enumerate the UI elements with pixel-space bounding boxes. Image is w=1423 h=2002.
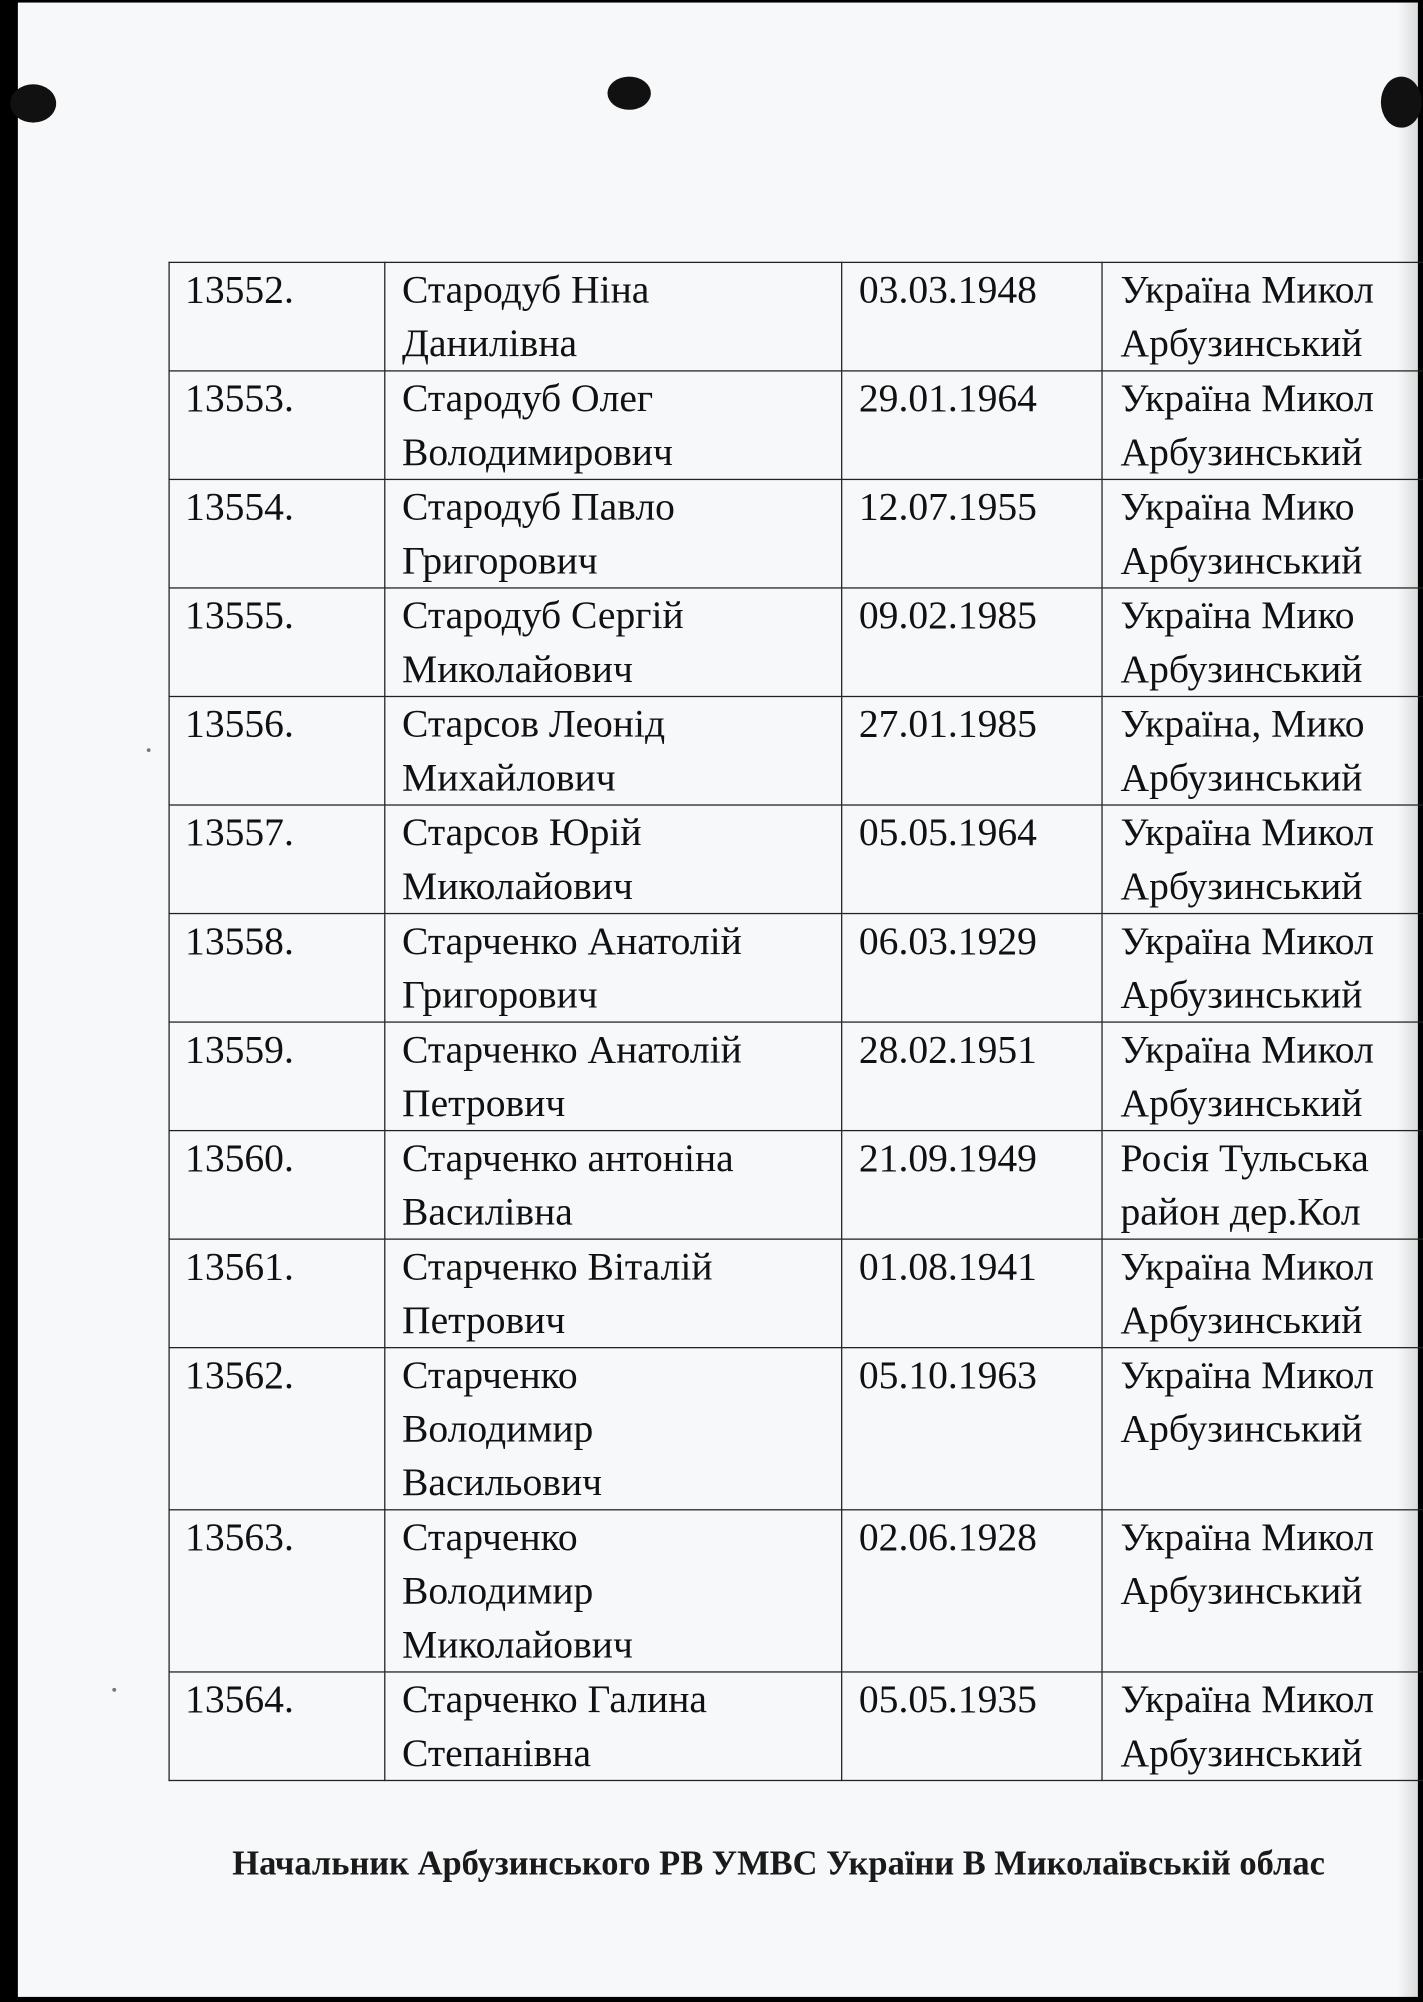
signature-line: Начальник Арбузинського РВ УМВС України В Миколаївській облас — [232, 1843, 1325, 1882]
birth-place-cell — [1102, 696, 1423, 805]
full-name-cell — [385, 805, 842, 914]
birth-place-cell — [1102, 1022, 1423, 1131]
record-number: 13564. — [185, 1676, 294, 1722]
record-number: 13556. — [185, 700, 294, 746]
table-row — [169, 479, 1423, 588]
full-name-cell — [385, 696, 842, 805]
record-number-cell — [169, 371, 385, 480]
table-row — [169, 1239, 1423, 1348]
birth-date: 05.05.1964 — [858, 809, 1037, 855]
record-number: 13557. — [185, 809, 294, 855]
record-number: 13562. — [185, 1352, 294, 1397]
full-name-cell — [385, 1348, 842, 1510]
full-name-line: Старченко — [402, 1352, 578, 1397]
birth-date: 21.09.1949 — [858, 1135, 1037, 1180]
full-name-line: Миколайович — [402, 646, 633, 691]
record-number-cell — [169, 1672, 385, 1781]
full-name-cell — [385, 371, 842, 480]
birth-place-cell — [1102, 1510, 1423, 1672]
birth-date-cell — [842, 1348, 1102, 1510]
record-number-cell — [169, 479, 385, 588]
record-number: 13554. — [185, 483, 294, 529]
birth-date: 27.01.1985 — [858, 700, 1037, 746]
birth-place-cell — [1102, 914, 1423, 1023]
full-name-line: Стародуб Павло — [402, 483, 675, 529]
full-name-line: Данилівна — [402, 320, 578, 366]
birth-place-line: Україна Микол — [1120, 1676, 1374, 1722]
full-name-cell — [385, 1672, 842, 1781]
birth-date-cell — [842, 371, 1102, 480]
record-number-cell — [169, 262, 385, 371]
paper-speck — [112, 1688, 116, 1692]
full-name-cell — [385, 479, 842, 588]
full-name-line: Миколайович — [402, 863, 633, 908]
birth-place-line: Арбузинський — [1120, 537, 1363, 583]
full-name-line: Старченко Анатолій — [402, 918, 742, 963]
full-name-cell — [385, 914, 842, 1023]
table-row — [169, 1672, 1423, 1781]
record-number: 13561. — [185, 1243, 294, 1289]
birth-place-line: Арбузинський — [1120, 646, 1363, 691]
birth-date: 05.05.1935 — [858, 1676, 1037, 1722]
records-table — [168, 262, 1423, 1781]
birth-date-cell — [842, 1239, 1102, 1348]
birth-date: 02.06.1928 — [858, 1514, 1037, 1559]
birth-place-line: Арбузинський — [1120, 1405, 1363, 1451]
birth-place-line: Україна Микол — [1120, 918, 1374, 963]
record-number-cell — [169, 1348, 385, 1510]
full-name-cell — [385, 1239, 842, 1348]
record-number: 13560. — [185, 1135, 294, 1180]
birth-date: 29.01.1964 — [858, 375, 1037, 421]
birth-place-line: Україна Микол — [1120, 1352, 1374, 1397]
birth-place-line: Арбузинський — [1120, 971, 1363, 1017]
record-number-cell — [169, 805, 385, 914]
full-name-line: Васильович — [402, 1459, 603, 1505]
record-number-cell — [169, 588, 385, 697]
birth-date-cell — [842, 479, 1102, 588]
full-name-line: Старсов Леонід — [402, 700, 666, 746]
birth-date: 06.03.1929 — [858, 918, 1037, 963]
punch-hole-right — [1381, 77, 1422, 128]
full-name-line: Василівна — [402, 1188, 573, 1234]
birth-date: 01.08.1941 — [858, 1243, 1037, 1289]
table-row — [169, 588, 1423, 697]
birth-place-cell — [1102, 479, 1423, 588]
record-number: 13555. — [185, 592, 294, 638]
full-name-line: Старченко — [402, 1514, 578, 1559]
full-name-line: Старченко Віталій — [402, 1243, 713, 1289]
birth-place-line: Арбузинський — [1120, 1080, 1363, 1125]
table-row — [169, 914, 1423, 1023]
full-name-line: Степанівна — [402, 1730, 592, 1775]
birth-place-line: Україна, Мико — [1120, 700, 1365, 746]
birth-date-cell — [842, 1022, 1102, 1131]
birth-place-line: Арбузинський — [1120, 429, 1363, 474]
birth-place-cell — [1102, 1131, 1423, 1240]
birth-place-cell — [1102, 371, 1423, 480]
birth-date: 05.10.1963 — [858, 1352, 1037, 1397]
full-name-line: Михайлович — [402, 754, 616, 800]
full-name-cell — [385, 1022, 842, 1131]
birth-place-cell — [1102, 805, 1423, 914]
birth-place-line: Україна Микол — [1120, 1243, 1374, 1289]
full-name-line: Старченко Галина — [402, 1676, 707, 1722]
birth-date-cell — [842, 588, 1102, 697]
full-name-cell — [385, 1131, 842, 1240]
birth-place-cell — [1102, 1239, 1423, 1348]
record-number: 13553. — [185, 375, 294, 421]
birth-place-line: Україна Микол — [1120, 809, 1374, 855]
table-row — [169, 371, 1423, 480]
table-row — [169, 262, 1423, 371]
full-name-line: Миколайович — [402, 1621, 633, 1667]
table-row — [169, 1510, 1423, 1672]
record-number-cell — [169, 696, 385, 805]
birth-place-cell — [1102, 262, 1423, 371]
full-name-line: Петрович — [402, 1297, 566, 1342]
birth-date: 03.03.1948 — [858, 266, 1037, 312]
birth-place-line: Росія Тульська — [1120, 1135, 1369, 1180]
table-row — [169, 1131, 1423, 1240]
paper-speck — [147, 748, 151, 752]
birth-date-cell — [842, 1672, 1102, 1781]
record-number-cell — [169, 1022, 385, 1131]
birth-date: 12.07.1955 — [858, 483, 1037, 529]
full-name-line: Григорович — [402, 537, 598, 583]
birth-date-cell — [842, 1131, 1102, 1240]
table-row — [169, 696, 1423, 805]
record-number: 13558. — [185, 918, 294, 963]
birth-date-cell — [842, 1510, 1102, 1672]
full-name-line: Володимир — [402, 1405, 594, 1451]
record-number: 13559. — [185, 1026, 294, 1072]
birth-place-line: Арбузинський — [1120, 320, 1363, 366]
punch-hole-center — [607, 77, 650, 110]
birth-place-line: Україна Микол — [1120, 375, 1374, 421]
table-row — [169, 1022, 1423, 1131]
birth-place-line: Україна Микол — [1120, 266, 1374, 312]
record-number-cell — [169, 914, 385, 1023]
birth-place-line: Україна Мико — [1120, 483, 1355, 529]
birth-date-cell — [842, 914, 1102, 1023]
birth-place-cell — [1102, 1672, 1423, 1781]
table-row — [169, 1348, 1423, 1510]
birth-place-cell — [1102, 588, 1423, 697]
birth-date-cell — [842, 696, 1102, 805]
birth-place-line: Україна Микол — [1120, 1026, 1374, 1072]
birth-place-line: Арбузинський — [1120, 754, 1363, 800]
birth-place-line: Арбузинський — [1120, 1567, 1363, 1613]
full-name-line: Володимирович — [402, 429, 673, 474]
record-number-cell — [169, 1239, 385, 1348]
record-number-cell — [169, 1510, 385, 1672]
full-name-line: Володимир — [402, 1567, 594, 1613]
birth-date: 28.02.1951 — [858, 1026, 1037, 1072]
birth-place-line: район дер.Кол — [1120, 1188, 1361, 1234]
records-table-body — [169, 262, 1423, 1780]
birth-place-line: Україна Мико — [1120, 592, 1355, 638]
full-name-cell — [385, 588, 842, 697]
birth-date-cell — [842, 805, 1102, 914]
full-name-line: Григорович — [402, 971, 598, 1017]
punch-hole-left — [10, 84, 56, 122]
birth-place-line: Арбузинський — [1120, 1730, 1363, 1775]
full-name-line: Старченко Анатолій — [402, 1026, 742, 1072]
full-name-cell — [385, 262, 842, 371]
full-name-line: Старченко антоніна — [402, 1135, 734, 1180]
full-name-line: Стародуб Ніна — [402, 266, 650, 312]
record-number-cell — [169, 1131, 385, 1240]
birth-date: 09.02.1985 — [858, 592, 1037, 638]
birth-place-line: Арбузинський — [1120, 863, 1363, 908]
full-name-line: Стародуб Сергій — [402, 592, 684, 638]
birth-date-cell — [842, 262, 1102, 371]
record-number: 13563. — [185, 1514, 294, 1559]
full-name-line: Стародуб Олег — [402, 375, 654, 421]
birth-place-line: Арбузинський — [1120, 1297, 1363, 1342]
birth-place-cell — [1102, 1348, 1423, 1510]
birth-place-line: Україна Микол — [1120, 1514, 1374, 1559]
table-row — [169, 805, 1423, 914]
full-name-line: Петрович — [402, 1080, 566, 1125]
full-name-cell — [385, 1510, 842, 1672]
record-number: 13552. — [185, 266, 294, 312]
full-name-line: Старсов Юрій — [402, 809, 642, 855]
